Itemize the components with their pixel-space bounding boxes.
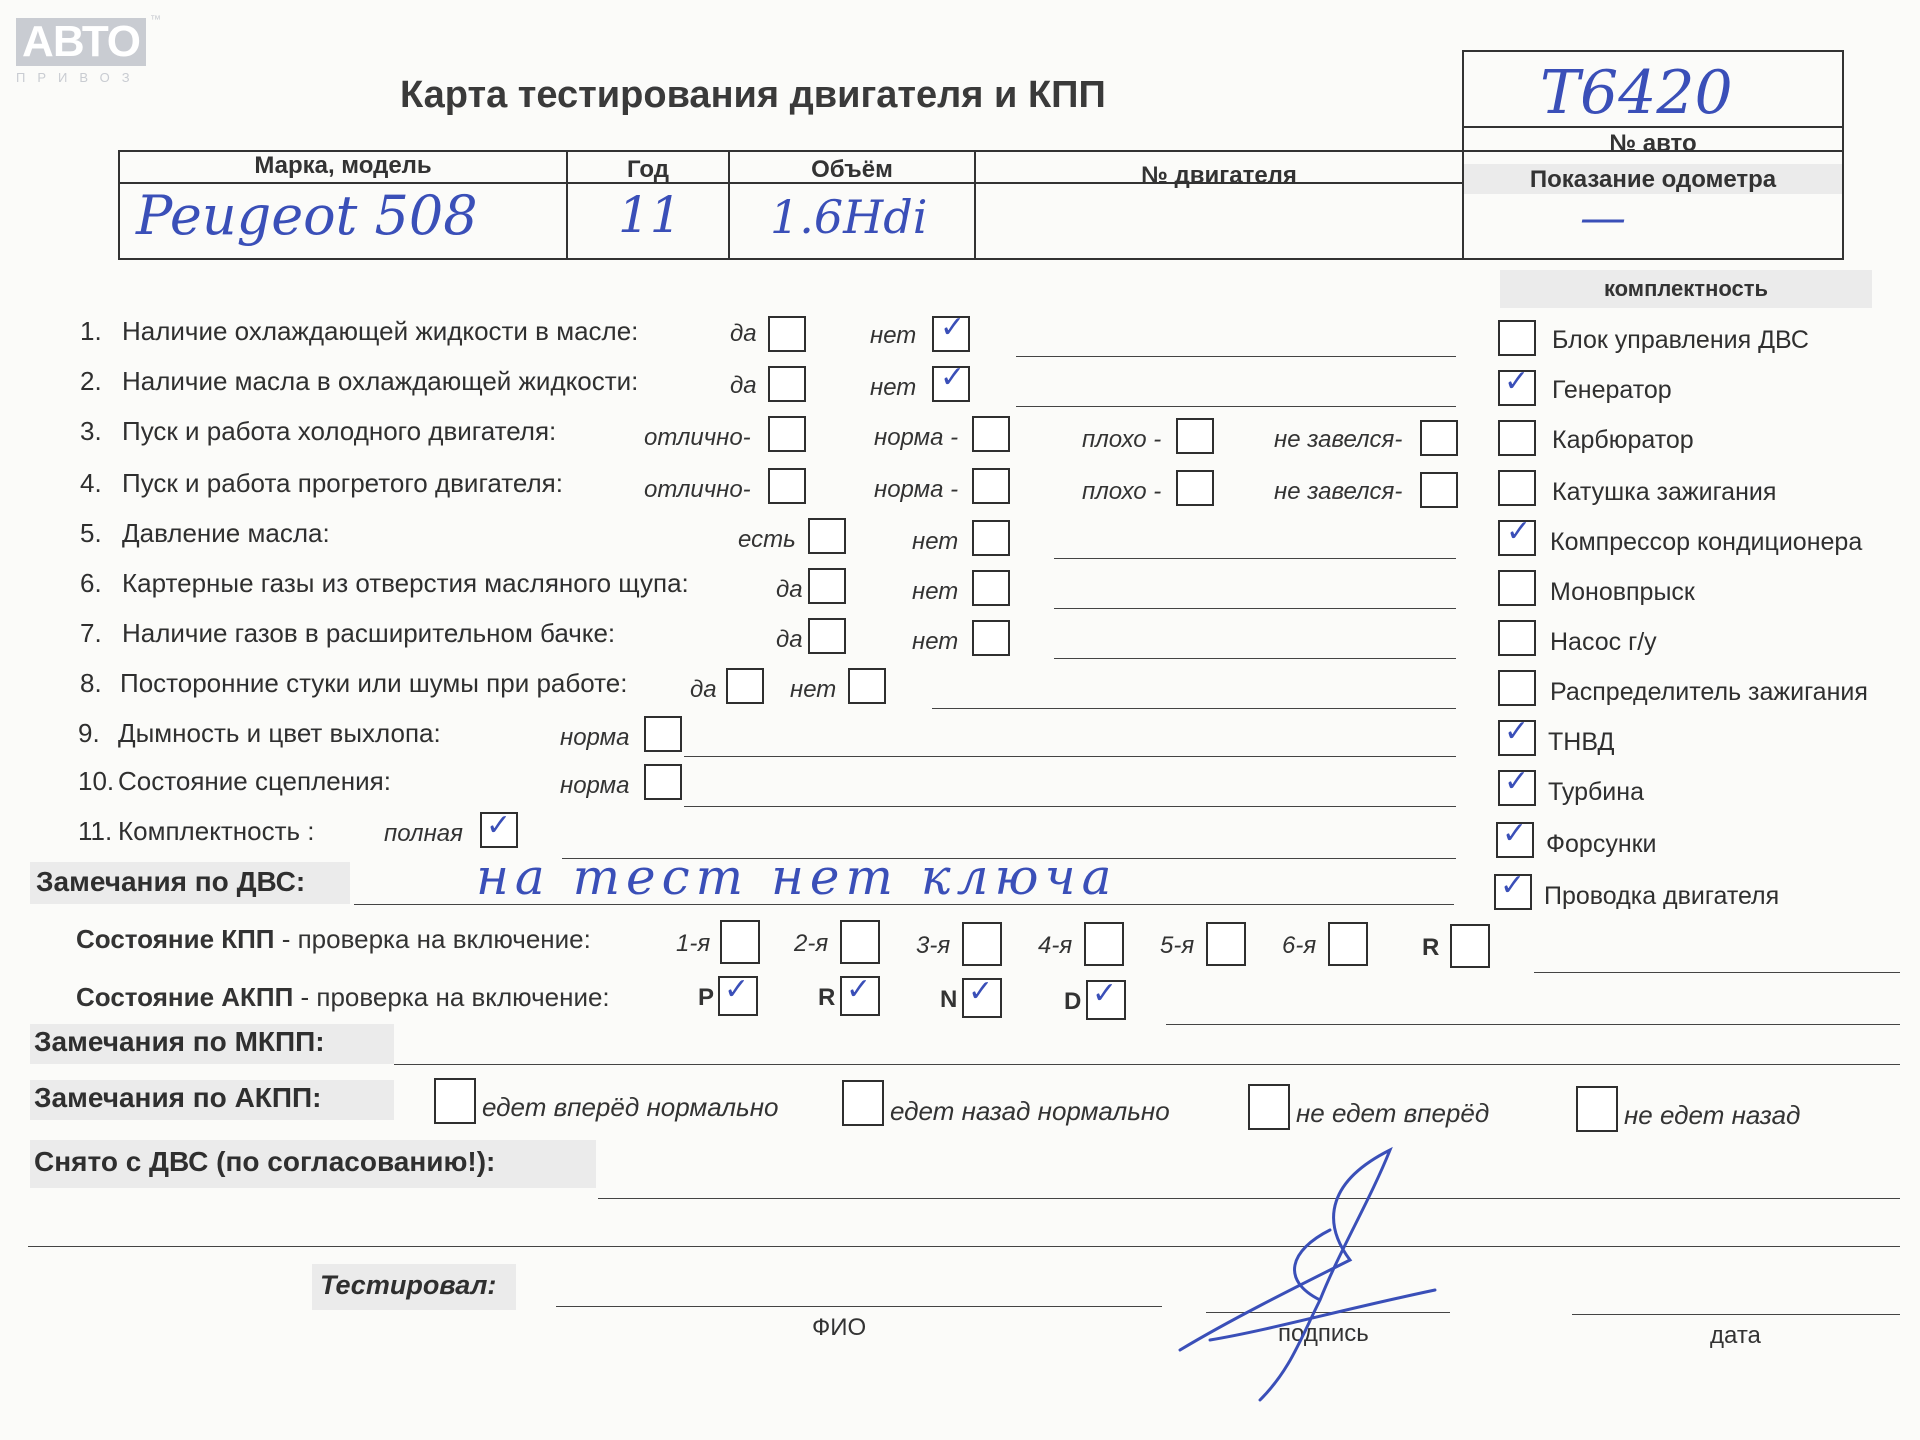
signature bbox=[1170, 1140, 1450, 1410]
sign-caption: подпись bbox=[1278, 1320, 1369, 1347]
date-caption: дата bbox=[1710, 1322, 1761, 1349]
question-number: 4. bbox=[80, 468, 102, 498]
page-title: Карта тестирования двигателя и КПП bbox=[400, 74, 1106, 116]
note-line bbox=[932, 708, 1456, 709]
logo-trademark: ™ bbox=[150, 14, 161, 26]
completeness-label: ТНВД bbox=[1548, 728, 1615, 756]
checkbox-normal[interactable] bbox=[972, 468, 1010, 504]
question-text: Дымность и цвет выхлопа: bbox=[118, 718, 441, 748]
year-header: Год bbox=[627, 156, 669, 183]
year-value: 11 bbox=[618, 186, 682, 244]
question-number: 7. bbox=[80, 618, 102, 648]
akpp-mode-label: P bbox=[698, 984, 715, 1011]
volume-header: Объём bbox=[811, 156, 893, 183]
gear-checkbox[interactable] bbox=[1206, 922, 1246, 966]
question-text: Пуск и работа прогретого двигателя: bbox=[122, 468, 563, 498]
checkbox-yes[interactable] bbox=[768, 316, 806, 352]
option-label: полная bbox=[384, 820, 463, 847]
gear-label: 1-я bbox=[676, 930, 711, 957]
checkbox-no[interactable] bbox=[848, 668, 886, 704]
note-line bbox=[684, 806, 1456, 807]
question-text: Наличие масла в охлаждающей жидкости: bbox=[122, 366, 639, 396]
option-label: плохо - bbox=[1082, 426, 1162, 453]
question-number: 5. bbox=[80, 518, 102, 548]
question-number: 1. bbox=[80, 316, 102, 346]
gear-label: R bbox=[1422, 934, 1440, 961]
check-mark: ✓ bbox=[1500, 868, 1526, 903]
check-mark: ✓ bbox=[486, 808, 512, 843]
question-text: Посторонние стуки или шумы при работе: bbox=[120, 668, 628, 698]
gear-label: 6-я bbox=[1282, 932, 1317, 959]
option-label: есть bbox=[738, 526, 796, 553]
option-label: норма bbox=[560, 772, 630, 799]
check-mark: ✓ bbox=[940, 310, 966, 345]
checkbox-yes[interactable] bbox=[808, 518, 846, 554]
completeness-checkbox[interactable] bbox=[1498, 570, 1536, 606]
question-number: 9. bbox=[78, 718, 100, 748]
remarks-dvs-line bbox=[354, 904, 1454, 905]
fio-caption: ФИО bbox=[812, 1314, 867, 1341]
akpp-label-rest: - проверка на включение: bbox=[293, 982, 610, 1012]
checkbox-no[interactable] bbox=[972, 520, 1010, 556]
question-text: Наличие охлаждающей жидкости в масле: bbox=[122, 316, 639, 346]
option-label: да bbox=[690, 676, 717, 703]
completeness-label: Распределитель зажигания bbox=[1550, 678, 1868, 706]
checkbox-bad[interactable] bbox=[1176, 470, 1214, 506]
remarks-dvs-value: на тест нет ключа bbox=[476, 848, 1118, 906]
completeness-checkbox[interactable] bbox=[1498, 320, 1536, 356]
option-label: нет bbox=[870, 374, 917, 401]
make-model-header: Марка, модель bbox=[254, 152, 432, 179]
question-number: 6. bbox=[80, 568, 102, 598]
removed-line-2 bbox=[28, 1246, 1900, 1247]
completeness-label: Катушка зажигания bbox=[1552, 478, 1777, 506]
completeness-checkbox[interactable] bbox=[1498, 670, 1536, 706]
note-line bbox=[1054, 608, 1456, 609]
check-mark: ✓ bbox=[968, 974, 994, 1009]
question-number: 8. bbox=[80, 668, 102, 698]
akpp-mode-label: R bbox=[818, 984, 836, 1011]
note-line bbox=[1054, 658, 1456, 659]
engine-no-header: № двигателя bbox=[1141, 162, 1297, 189]
question-number: 10. bbox=[78, 766, 115, 796]
logo: АВТО bbox=[16, 18, 146, 66]
option-label: нет bbox=[790, 676, 837, 703]
remarks-akpp-label: Замечания по АКПП: bbox=[34, 1082, 322, 1113]
question-number: 2. bbox=[80, 366, 102, 396]
check-mark: ✓ bbox=[1504, 714, 1530, 749]
option-label: да bbox=[776, 626, 803, 653]
gear-checkbox[interactable] bbox=[962, 922, 1002, 966]
akpp-remark-checkbox[interactable] bbox=[434, 1078, 476, 1124]
car-number-value: T6420 bbox=[1540, 58, 1733, 128]
odometer-value: — bbox=[1580, 190, 1626, 244]
question-text: Давление масла: bbox=[122, 518, 330, 548]
akpp-remark-checkbox[interactable] bbox=[842, 1080, 884, 1126]
gear-checkbox[interactable] bbox=[840, 920, 880, 964]
fio-line bbox=[556, 1306, 1162, 1307]
odometer-header: Показание одометра bbox=[1529, 166, 1777, 193]
gear-label: 4-я bbox=[1038, 932, 1073, 959]
akpp-mode-label: D bbox=[1064, 988, 1082, 1015]
checkbox-yes[interactable] bbox=[808, 618, 846, 654]
option-label: нет bbox=[912, 528, 959, 555]
check-mark: ✓ bbox=[1504, 764, 1530, 799]
completeness-label: Моновпрыск bbox=[1550, 578, 1695, 606]
kpp-label-bold: Состояние КПП bbox=[76, 924, 275, 954]
checkbox-no[interactable] bbox=[972, 570, 1010, 606]
kpp-label bbox=[76, 924, 591, 955]
logo-subtitle: ПРИВОЗ bbox=[16, 70, 142, 85]
checkbox-normal[interactable] bbox=[972, 416, 1010, 452]
option-label: плохо - bbox=[1082, 478, 1162, 505]
check-mark: ✓ bbox=[940, 360, 966, 395]
remarks-dvs-label: Замечания по ДВС: bbox=[36, 866, 306, 897]
check-mark: ✓ bbox=[1092, 976, 1118, 1011]
completeness-checkbox[interactable] bbox=[1498, 620, 1536, 656]
option-label: нет bbox=[912, 628, 959, 655]
question-text: Состояние сцепления: bbox=[118, 766, 391, 796]
completeness-label: Проводка двигателя bbox=[1544, 882, 1780, 910]
question-text: Комплектность : bbox=[118, 816, 315, 846]
checkbox-no[interactable] bbox=[972, 620, 1010, 656]
checkbox-no-start[interactable] bbox=[1420, 472, 1458, 508]
remarks-mkpp-label: Замечания по МКПП: bbox=[34, 1026, 325, 1057]
akpp-remark-checkbox[interactable] bbox=[1248, 1084, 1290, 1130]
gear-label: 5-я bbox=[1160, 932, 1195, 959]
checkbox-normal[interactable] bbox=[644, 764, 682, 800]
akpp-remark-label: не едет назад bbox=[1624, 1100, 1801, 1130]
checkbox-yes[interactable] bbox=[726, 668, 764, 704]
gear-checkbox[interactable] bbox=[720, 920, 760, 964]
checkbox-bad[interactable] bbox=[1176, 418, 1214, 454]
question-number: 11. bbox=[78, 816, 113, 846]
akpp-mode-label: N bbox=[940, 986, 958, 1013]
option-label: нет bbox=[870, 322, 917, 349]
check-mark: ✓ bbox=[1506, 514, 1532, 549]
gear-checkbox[interactable] bbox=[1450, 924, 1490, 968]
option-label: норма - bbox=[874, 476, 959, 503]
completeness-checkbox[interactable] bbox=[1498, 420, 1536, 456]
kpp-label-rest: - проверка на включение: bbox=[274, 924, 591, 954]
option-label: да bbox=[730, 372, 757, 399]
checkbox-normal[interactable] bbox=[644, 716, 682, 752]
option-label: норма - bbox=[874, 424, 959, 451]
akpp-remark-label: не едет вперёд bbox=[1296, 1098, 1490, 1128]
completeness-title: комплектность bbox=[1603, 276, 1769, 301]
akpp-remark-label: едет вперёд нормально bbox=[482, 1092, 779, 1122]
completeness-label: Насос г/у bbox=[1550, 628, 1657, 656]
gear-checkbox[interactable] bbox=[1328, 922, 1368, 966]
option-label: отлично- bbox=[644, 424, 751, 451]
car-number-label: № авто bbox=[1609, 130, 1697, 157]
completeness-label: Блок управления ДВС bbox=[1552, 326, 1809, 354]
checkbox-excellent[interactable] bbox=[768, 416, 806, 452]
completeness-label: Компрессор кондиционера bbox=[1550, 528, 1863, 556]
kpp-note-line bbox=[1534, 972, 1900, 973]
note-line bbox=[1016, 406, 1456, 407]
gear-label: 2-я bbox=[794, 930, 829, 957]
checkbox-yes[interactable] bbox=[808, 568, 846, 604]
question-text: Пуск и работа холодного двигателя: bbox=[122, 416, 557, 446]
completeness-checkbox[interactable] bbox=[1498, 470, 1536, 506]
question-number: 3. bbox=[80, 416, 102, 446]
option-label: не завелся- bbox=[1274, 426, 1403, 453]
remarks-mkpp-line bbox=[394, 1064, 1900, 1065]
checkbox-yes[interactable] bbox=[768, 366, 806, 402]
option-label: не завелся- bbox=[1274, 478, 1403, 505]
tested-label: Тестировал: bbox=[320, 1270, 497, 1300]
check-mark: ✓ bbox=[1504, 364, 1530, 399]
make-model-value: Peugeot 508 bbox=[136, 184, 478, 247]
option-label: отлично- bbox=[644, 476, 751, 503]
completeness-label: Турбина bbox=[1548, 778, 1644, 806]
option-label: да bbox=[776, 576, 803, 603]
removed-label: Снято с ДВС (по согласованию!): bbox=[34, 1146, 496, 1177]
gear-checkbox[interactable] bbox=[1084, 922, 1124, 966]
note-line bbox=[684, 756, 1456, 757]
akpp-remark-checkbox[interactable] bbox=[1576, 1086, 1618, 1132]
akpp-remark-label: едет назад нормально bbox=[890, 1096, 1170, 1126]
akpp-label bbox=[76, 982, 610, 1013]
completeness-label: Карбюратор bbox=[1552, 426, 1694, 454]
completeness-label: Форсунки bbox=[1546, 830, 1657, 858]
question-text: Картерные газы из отверстия масляного щупа: bbox=[122, 568, 689, 598]
option-label: нет bbox=[912, 578, 959, 605]
date-line bbox=[1572, 1314, 1900, 1315]
option-label: да bbox=[730, 320, 757, 347]
question-text: Наличие газов в расширительном бачке: bbox=[122, 618, 616, 648]
volume-value: 1.6Hdi bbox=[770, 190, 928, 244]
check-mark: ✓ bbox=[1502, 816, 1528, 851]
akpp-note-line bbox=[1166, 1024, 1900, 1025]
checkbox-no-start[interactable] bbox=[1420, 420, 1458, 456]
completeness-label: Генератор bbox=[1552, 376, 1672, 404]
gear-label: 3-я bbox=[916, 932, 951, 959]
check-mark: ✓ bbox=[724, 972, 750, 1007]
note-line bbox=[1016, 356, 1456, 357]
note-line bbox=[1054, 558, 1456, 559]
option-label: норма bbox=[560, 724, 630, 751]
checkbox-excellent[interactable] bbox=[768, 468, 806, 504]
check-mark: ✓ bbox=[846, 972, 872, 1007]
akpp-label-bold: Состояние АКПП bbox=[76, 982, 294, 1012]
